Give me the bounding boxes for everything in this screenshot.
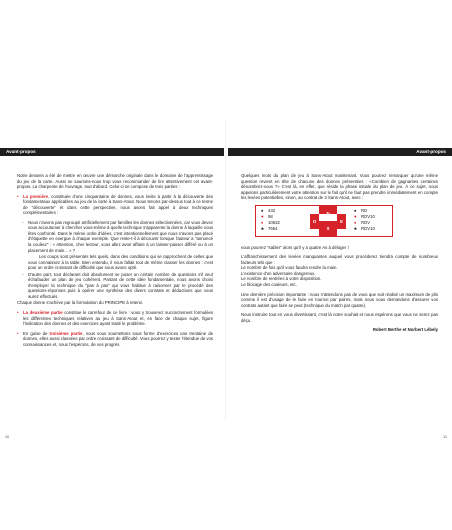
right-text-column: [241, 173, 438, 333]
factors-intro: L'affranchissement des levées manquantes auquel vous procéderez tiendra compte de nombreux facteurs tels que :: [241, 254, 438, 265]
factors-list: [241, 265, 438, 287]
list-item: Le nombre de fois qu'il vous faudra rendre la main.: [241, 265, 338, 271]
third-part-text: , nous vous soumettons sous forme d'exercices une trentaine de donnes, elles aussi classées par ordre croissant de difficulté. Vous pourrez y tester l'étendue de vos connaissances et, nous l'espérons, de vos progrès.: [23, 330, 213, 347]
spades-icon: ♠: [354, 207, 357, 213]
clubs-icon: ♣: [354, 225, 357, 231]
first-part-item: [17, 194, 213, 216]
east-hand: ♠ RD ♥ RDV10 ♦ RDV ♣ RDV10: [354, 207, 375, 231]
diamonds-icon: ♦: [261, 219, 264, 225]
diamonds-icon: ♦: [354, 219, 357, 225]
third-part-item: [17, 331, 213, 348]
principle-closing: Chaque donne s'achève par la formulation du PRINCIPE à retenir.: [17, 300, 143, 306]
compass-center: [319, 214, 337, 221]
third-part-lead: troisième partie: [49, 330, 83, 336]
first-part-sub1b: Les coups sont présentés tels quels, dans des conditions qui se rapprochent de celles que vous connaissez à la table. Bien entendu, il nous fallait tout de même classer les donnes : c'est pour un ordre croissant de difficulté que nous avons opté.: [28, 254, 213, 271]
sabler-line: vous pourrez "sabler" alors qu'il y a quatre As à déloger !: [241, 244, 349, 250]
dash-icon: -: [22, 219, 24, 225]
right-page: [226, 0, 452, 530]
first-part-lead: La première: [23, 193, 49, 199]
list-item: Le nombre de rentrées à votre disposition.: [241, 276, 322, 282]
intro-paragraph: Notre dessein a été de mettre en œuvre une démarche originale dans le domaine de l'apprentissage du jeu de la carte. Aussi ne saurions-nous trop vous recommander de lire attentivement cet avant-propos. La charpente de l'ouvrage, tout d'abord. Celui-ci se compose de trois parties :: [17, 173, 213, 190]
west-hand: ♠ 432 ♥ 98 ♦ 10632 ♣ 7654: [261, 207, 280, 231]
compass-west: O: [310, 214, 319, 229]
hearts-icon: ♥: [354, 213, 357, 219]
compass-box: [310, 206, 346, 236]
running-header: Avant-propos: [0, 148, 224, 156]
second-part-item: [17, 310, 213, 327]
dash-icon: -: [22, 271, 24, 277]
precision-paragraph: Une dernière précision importante : nous n'attendons pas de vous que soit réalisé un maximum de plis comme il est d'usage de le faire en tournoi par paires, mais nous vous demandons d'assurer vos contrats autant que faire se peut (technique du match par quatre).: [241, 291, 438, 308]
second-part-lead: La deuxième partie: [23, 310, 63, 316]
compass-east: E: [337, 214, 346, 229]
list-item: L'existence d'un adversaire dangereux.: [241, 270, 316, 276]
bullet-icon: •: [17, 193, 19, 199]
second-part-text: constitue le carrefour de ce livre : vous y trouverez succinctement formulées les différentes techniques relatives au jeu à Sans-Atout et, en face de chaque sujet, figure l'indication des donnes et des exercices ayant traité le problème.: [23, 310, 213, 327]
first-part-sub2: - D'autre part, tout déclarant doit absolument se poser un certain nombre de questions s'il veut échafauder un plan de jeu cohérent. Partant de cette idée fondamentale, nous avons choisi d'employer la technique du "pas à pas" qui vous habitue à raisonner par le procédé des questions-réponses puis à opérer une synthèse des divers constats et déductions que vous aurez effectués.: [22, 271, 213, 299]
first-part-sub1: - Nous n'avons pas regroupé artificiellement par familles les donnes sélectionnées, car vous devez vous accoutumer à chercher vous-même à quelle technique s'apparente la donne à laquelle vous êtes confronté. Dans le même ordre d'idées, c'est intentionnellement que nous n'avons pas placé d'étiquette en exergue à chaque exemple. Que reste-t-il à découvrir lorsque l'auteur a "annoncé la couleur" : « Attention, cher lecteur, vous allez avoir affaire à un laisser-passer différé ou à un placement de main... » ?: [22, 219, 213, 253]
third-part-pre: En guise de: [23, 330, 50, 336]
page-number: 11: [443, 435, 447, 439]
author-signature: Robert Berthe et Norbert Lébely: [372, 327, 438, 333]
plan-paragraph: Quelques mots du plan de jeu à Sans-Atout maintenant. Vous pourrez remarquer qu'une même question revient en tête de chacune des donnes présentées : «Combien de gagnantes certaines dénombrez-vous ?» C'est là, en effet, que réside la phase initiale du plan de jeu. À ce sujet, nous appelons particulièrement votre attention sur le fait qu'il ne faut pas prendre immédiatement en compte les levées potentielles, sinon, au contrat de 3 Sans-Atout, avec :: [241, 173, 438, 201]
running-header: Avant-propos: [228, 148, 452, 156]
hearts-icon: ♥: [261, 213, 264, 219]
left-text-column: [17, 173, 213, 351]
clubs-icon: ♣: [261, 225, 264, 231]
spades-icon: ♠: [261, 207, 264, 213]
list-item: Le blocage des couleurs, etc.: [241, 282, 297, 288]
bullet-icon: •: [17, 310, 19, 316]
compass-south: S: [319, 221, 337, 236]
first-part-text: , constituée d'une cinquantaine de donnes, vous invite à partir à la découverte des fondamentaux applicables au jeu de la carte à Sans-Atout. Nous tenons par-dessus tout à ce terme de "découverte" et dans cette perspective, nous avons fait appel à deux techniques complémentaires :: [23, 193, 213, 216]
bullet-icon: •: [17, 330, 19, 336]
page-number: 10: [5, 435, 9, 439]
wish-paragraph: Nous instruire tout en vous divertissant, c'est là notre souhait et nous espérons que vous ne serez pas déçu.: [241, 312, 438, 323]
bridge-deal-diagram: [255, 205, 393, 237]
